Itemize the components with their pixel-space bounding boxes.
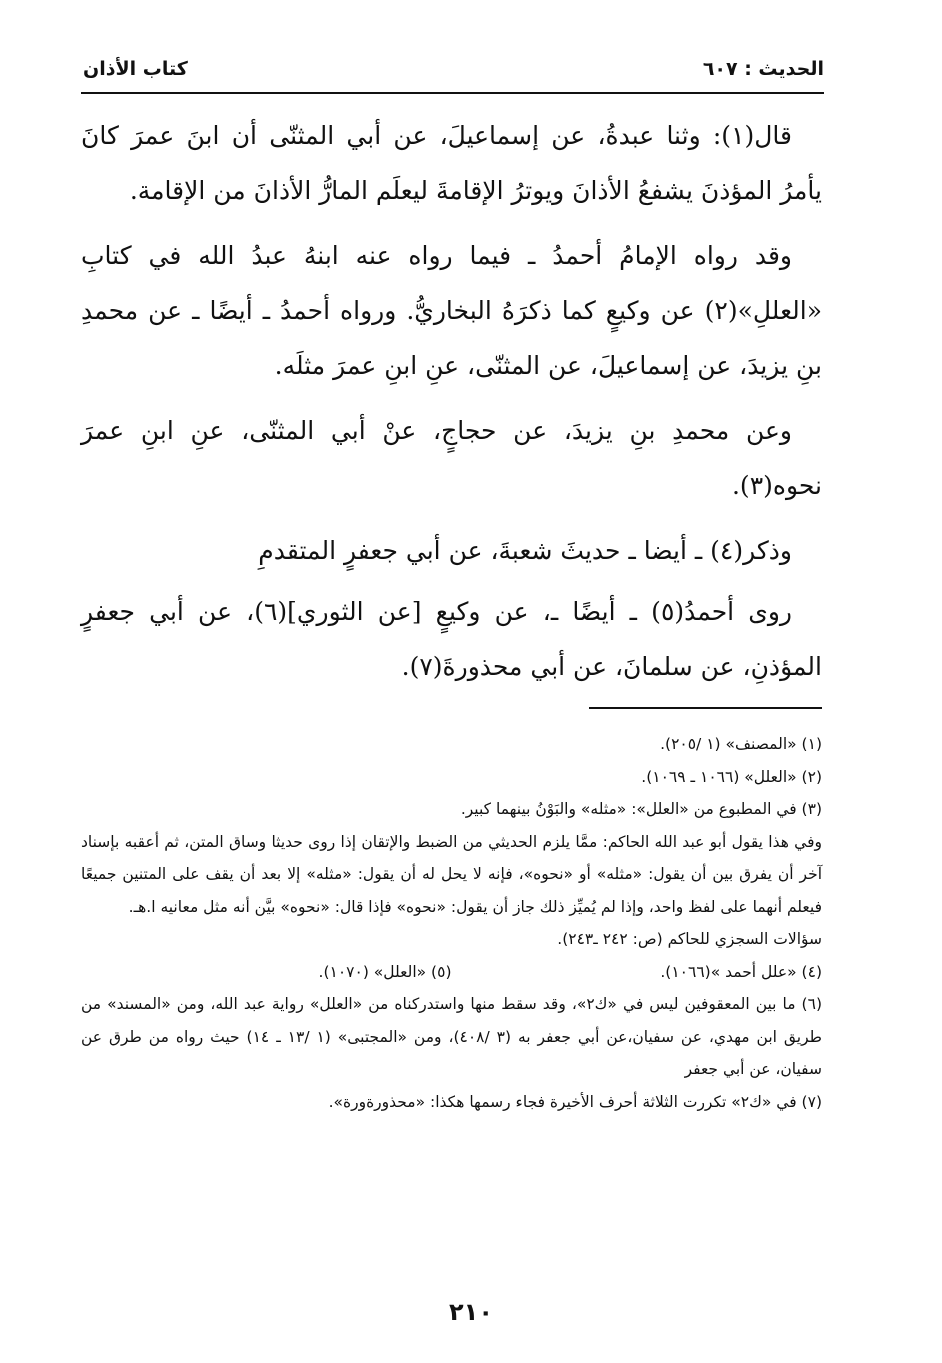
footnote: (٥) «العلل» (١٠٧٠). — [318, 962, 452, 981]
page-header — [83, 58, 824, 88]
footnote-separator — [589, 707, 822, 709]
paragraph: روى أحمدُ(٥) ـ أيضًا ـ، عن وكيعٍ [عن الثوري](٦)، عن أبي جعفرٍ المؤذنِ، عن سلمانَ، عن أبي محذورةَ(٧). — [81, 597, 822, 681]
footnote-continuation: وفي هذا يقول أبو عبد الله الحاكم: ممَّا يلزم الحديثي من الضبط والإتقان إذا روى حديثا وساق المتن، ثم أعقبه بإسناد آخر أن يفرق بين أن يقول: «مثله» أو «نحوه»، فإنه لا يحل له أن يقول: «مثله» إلا بعد أن يقف على المتنين جميعًا فيعلم أنهما على لفظ واحد، وإذا لم يُميِّز ذلك جاز أن يقول: «نحوه» فإذا قال: «نحوه» بيَّن أنه مثل معانيه ا.هـ. — [81, 832, 822, 916]
page-number: ٢١٠ — [449, 1298, 493, 1326]
footnote-row — [81, 956, 822, 989]
footnotes — [81, 728, 822, 1118]
footnote-continuation: سؤالات السجزي للحاكم (ص: ٢٤٢ ـ٢٤٣). — [557, 930, 822, 948]
footnote: (٣) في المطبوع من «العلل»: «مثله» والبَوْنُ بينهما كبير. — [460, 800, 822, 818]
paragraph: وعن محمدِ بنِ يزيدَ، عن حجاجٍ، عنْ أبي المثنّى، عنِ ابنِ عمرَ نحوه(٣). — [81, 416, 822, 500]
book-title: كتاب الأذان — [83, 58, 188, 80]
main-text — [81, 108, 822, 704]
footnote: (٦) ما بين المعقوفين ليس في «ك٢»، وقد سقط منها واستدركناه من «العلل» رواية عبد الله، ومن «المسند» من طريق ابن مهدي، عن سفيان،عن أبي جعفر به (٣ /٤٠٨)، ومن «المجتبى» (١ /١٣ ـ ١٤) حيث رواه من طرق عن سفيان، عن أبي جعفر — [81, 995, 822, 1078]
footnote: (٤) «علل أحمد »(١٠٦٦). — [660, 962, 822, 981]
header-rule — [81, 92, 824, 94]
paragraph: وذكر(٤) ـ أيضا ـ حديثَ شعبةَ، عن أبي جعفرٍ المتقدمِ — [258, 536, 792, 565]
footnote: (١) «المصنف» (١ /٢٠٥). — [660, 735, 822, 753]
hadith-number: الحديث : ٦٠٧ — [702, 58, 824, 80]
paragraph: قال(١): وثنا عبدةُ، عن إسماعيلَ، عن أبي المثنّى أن ابنَ عمرَ كانَ يأمرُ المؤذنَ يشفعُ الأذانَ ويوترُ الإقامةَ ليعلَم المارُّ الأذانَ من الإقامة. — [81, 121, 822, 205]
paragraph: وقد رواه الإمامُ أحمدُ ـ فيما رواه عنه ابنهُ عبدُ الله في كتابِ «العللِ»(٢) عن وكيعٍ كما ذكرَهُ البخاريُّ. ورواه أحمدُ ـ أيضًا ـ عن محمدِ بنِ يزيدَ، عن إسماعيلَ، عن المثنّى، عنِ ابنِ عمرَ مثلَه. — [81, 241, 822, 380]
footnote: (٢) «العلل» (١٠٦٦ ـ ١٠٦٩). — [641, 767, 822, 786]
footnote: (٧) في «ك٢» تكررت الثلاثة أحرف الأخيرة فجاء رسمها هكذا: «محذورةورة». — [328, 1092, 822, 1111]
